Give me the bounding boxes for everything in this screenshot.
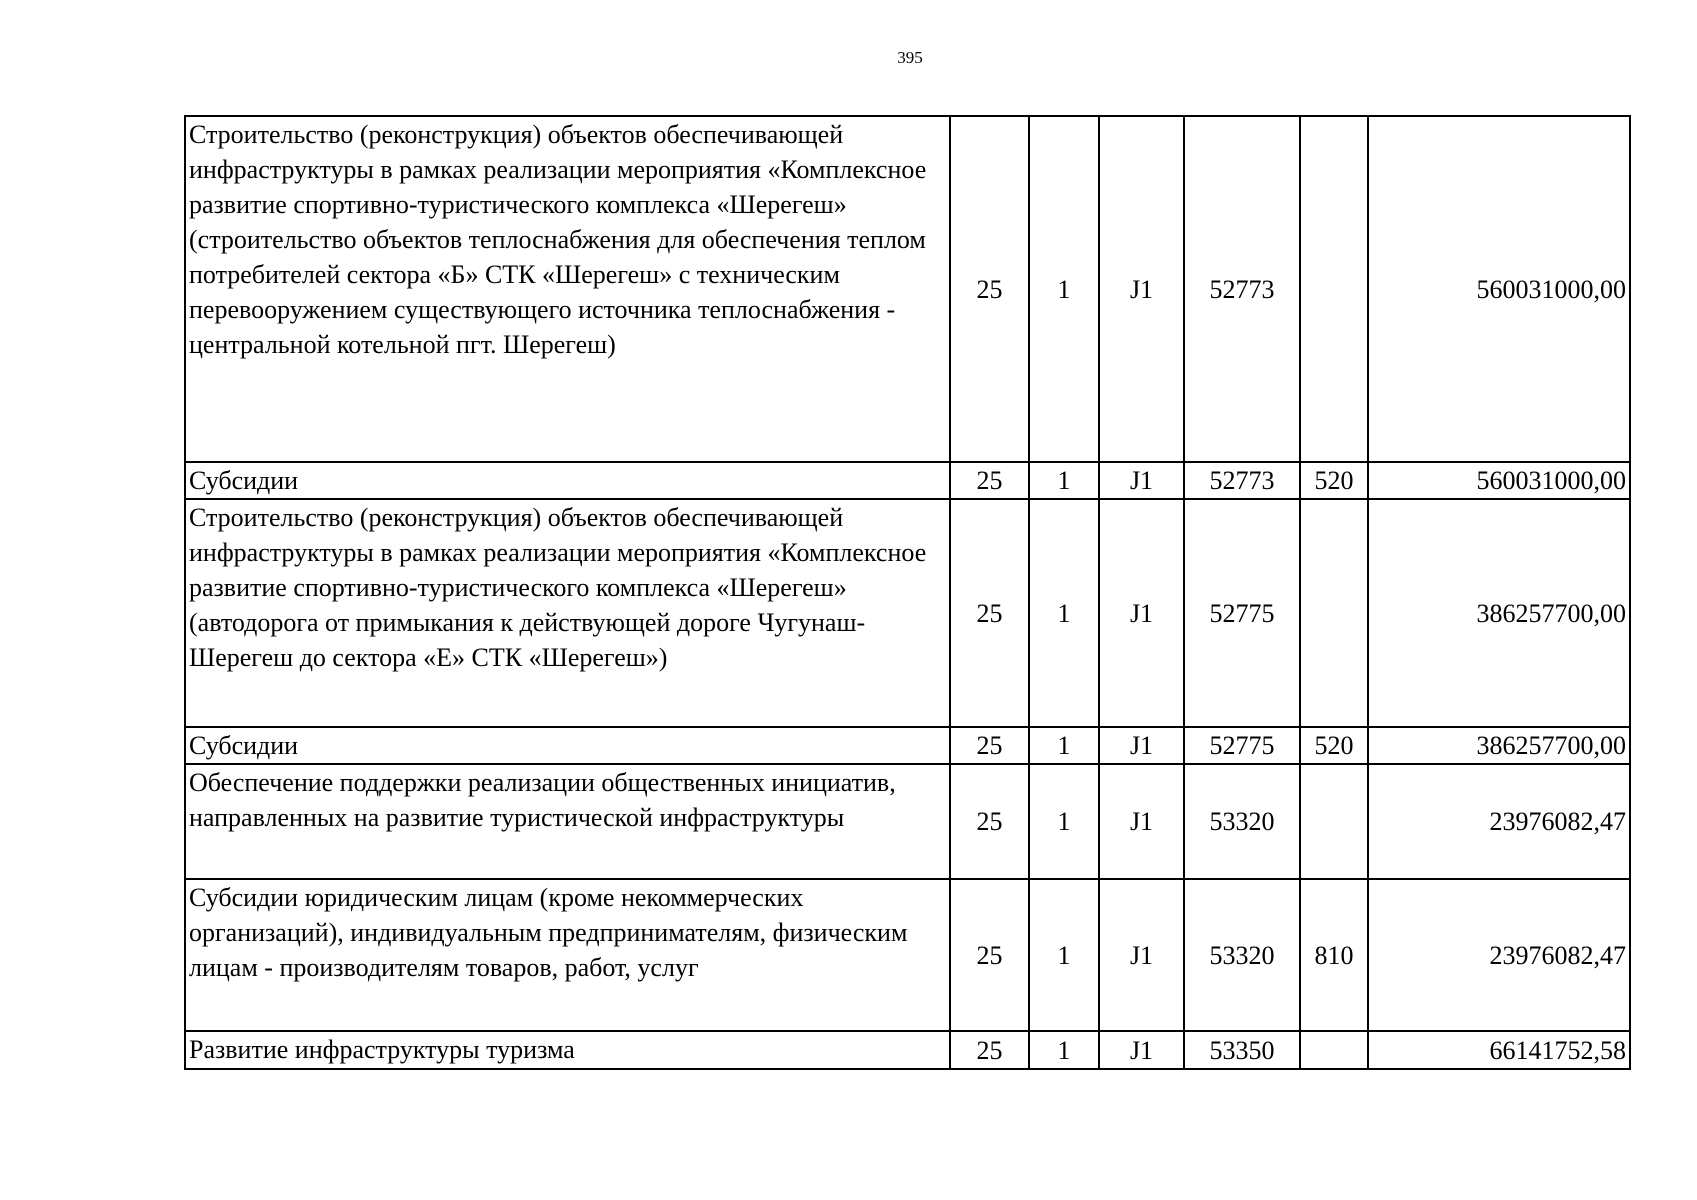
row-description: Субсидии юридическим лицам (кроме некоммерческих организаций), индивидуальным предпринимателям, физическим лицам - производителям товаров, работ, услуг <box>185 879 950 1031</box>
direction-code: J1 <box>1099 1031 1184 1069</box>
subprogram-code: 1 <box>1029 764 1099 879</box>
expense-type: 520 <box>1300 727 1368 764</box>
expense-type <box>1300 1031 1368 1069</box>
table-row <box>185 116 1630 462</box>
subprogram-code: 1 <box>1029 116 1099 462</box>
expense-code: 52775 <box>1184 499 1300 727</box>
expense-code: 52773 <box>1184 116 1300 462</box>
table-row <box>185 764 1630 879</box>
expense-type <box>1300 764 1368 879</box>
row-description: Развитие инфраструктуры туризма <box>185 1031 950 1069</box>
amount: 66141752,58 <box>1368 1031 1630 1069</box>
amount: 23976082,47 <box>1368 879 1630 1031</box>
amount: 560031000,00 <box>1368 462 1630 499</box>
program-code: 25 <box>950 499 1029 727</box>
direction-code: J1 <box>1099 727 1184 764</box>
subprogram-code: 1 <box>1029 499 1099 727</box>
row-description: Субсидии <box>185 462 950 499</box>
program-code: 25 <box>950 764 1029 879</box>
table-row <box>185 462 1630 499</box>
direction-code: J1 <box>1099 462 1184 499</box>
page-number: 395 <box>897 48 923 67</box>
program-code: 25 <box>950 116 1029 462</box>
expense-type: 520 <box>1300 462 1368 499</box>
table-row <box>185 727 1630 764</box>
expense-code: 53320 <box>1184 879 1300 1031</box>
subprogram-code: 1 <box>1029 879 1099 1031</box>
program-code: 25 <box>950 462 1029 499</box>
row-description: Строительство (реконструкция) объектов обеспечивающей инфраструктуры в рамках реализации мероприятия «Комплексное развитие спортивно-туристического комплекса «Шерегеш» (строительство объектов теплоснабжения для обеспечения теплом потребителей сектора «Б» СТК «Шерегеш» с техническим перевооружением существующего источника теплоснабжения - центральной котельной пгт. Шерегеш) <box>185 116 950 462</box>
program-code: 25 <box>950 1031 1029 1069</box>
program-code: 25 <box>950 727 1029 764</box>
expense-code: 53320 <box>1184 764 1300 879</box>
expense-type <box>1300 116 1368 462</box>
row-description: Субсидии <box>185 727 950 764</box>
row-description: Строительство (реконструкция) объектов обеспечивающей инфраструктуры в рамках реализации мероприятия «Комплексное развитие спортивно-туристического комплекса «Шерегеш» (автодорога от примыкания к действующей дороге Чугунаш-Шерегеш до сектора «Е» СТК «Шерегеш») <box>185 499 950 727</box>
table-row <box>185 1031 1630 1069</box>
direction-code: J1 <box>1099 879 1184 1031</box>
table-row <box>185 499 1630 727</box>
program-code: 25 <box>950 879 1029 1031</box>
subprogram-code: 1 <box>1029 1031 1099 1069</box>
subprogram-code: 1 <box>1029 462 1099 499</box>
expense-code: 53350 <box>1184 1031 1300 1069</box>
amount: 23976082,47 <box>1368 764 1630 879</box>
amount: 386257700,00 <box>1368 499 1630 727</box>
direction-code: J1 <box>1099 116 1184 462</box>
expense-type <box>1300 499 1368 727</box>
row-description: Обеспечение поддержки реализации общественных инициатив, направленных на развитие туристической инфраструктуры <box>185 764 950 879</box>
amount: 560031000,00 <box>1368 116 1630 462</box>
amount: 386257700,00 <box>1368 727 1630 764</box>
budget-table <box>184 115 1631 1070</box>
table-row <box>185 879 1630 1031</box>
subprogram-code: 1 <box>1029 727 1099 764</box>
expense-type: 810 <box>1300 879 1368 1031</box>
direction-code: J1 <box>1099 764 1184 879</box>
expense-code: 52773 <box>1184 462 1300 499</box>
direction-code: J1 <box>1099 499 1184 727</box>
expense-code: 52775 <box>1184 727 1300 764</box>
